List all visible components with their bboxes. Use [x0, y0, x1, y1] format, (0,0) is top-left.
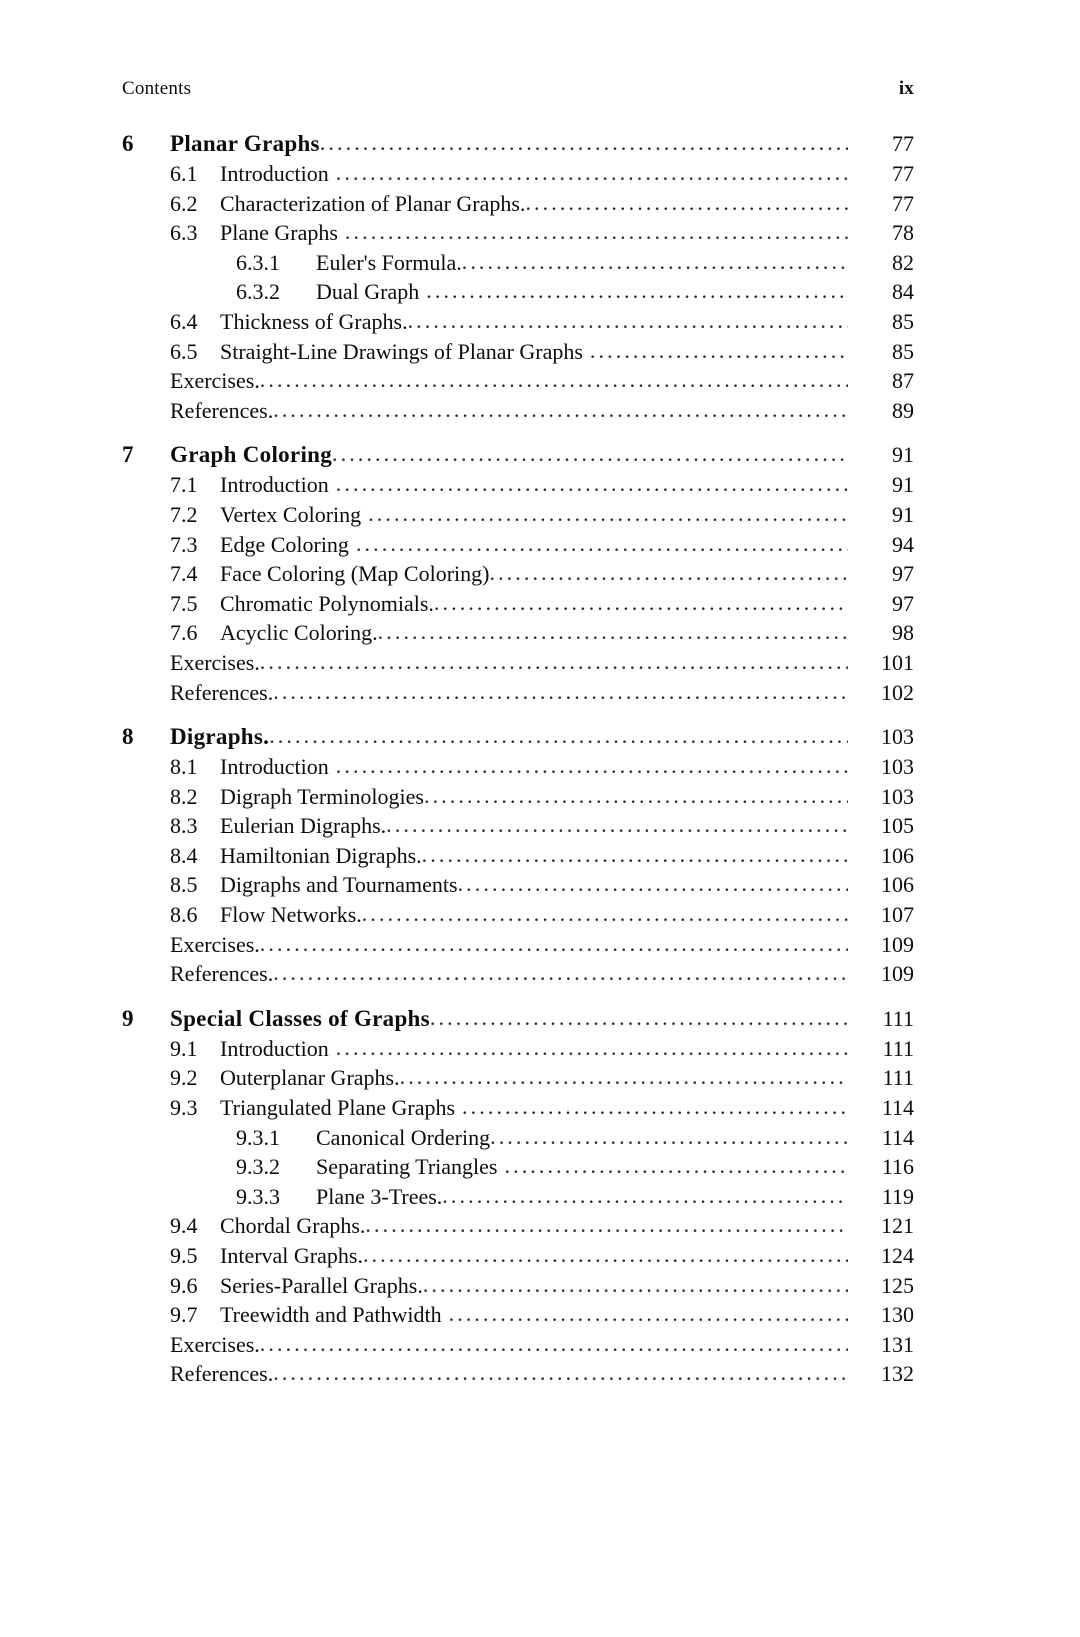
toc-backmatter-entry[interactable] — [122, 1331, 914, 1364]
entry-page-number: 106 — [881, 872, 914, 898]
entry-page-number: 107 — [881, 902, 914, 928]
entry-title: Interval Graphs. — [220, 1243, 363, 1268]
entry-title: References. — [170, 961, 274, 987]
entry-title: Digraph Terminologies — [220, 783, 424, 809]
toc-section-entry[interactable] — [122, 308, 914, 341]
entry-title: References. — [170, 397, 274, 423]
entry-number: 8.2 — [170, 783, 198, 809]
entry-number: 7 — [122, 442, 134, 468]
entry-title: Euler's Formula. — [316, 249, 462, 275]
entry-title: Acyclic Coloring. — [220, 620, 378, 646]
entry-number: 9.4 — [170, 1213, 198, 1239]
entry-number: 8.4 — [170, 842, 198, 868]
entry-title: Exercises. — [170, 931, 260, 957]
running-head — [122, 78, 914, 100]
entry-title: Digraphs and Tournaments — [220, 872, 458, 898]
entry-page-number: 111 — [882, 1005, 914, 1031]
entry-page-number: 106 — [881, 842, 914, 868]
entry-page-number: 114 — [881, 1095, 914, 1121]
entry-number: 9 — [122, 1005, 134, 1031]
toc-section-entry[interactable] — [122, 783, 914, 816]
dot-leader — [336, 755, 848, 777]
entry-title: Introduction — [220, 161, 329, 186]
entry-title: References. — [170, 679, 274, 705]
entry-title: Eulerian Digraphs. — [220, 813, 387, 839]
entry-page-number: 97 — [892, 590, 914, 616]
entry-page-number: 131 — [881, 1331, 914, 1357]
toc-section-entry[interactable] — [122, 1245, 914, 1275]
chapter-block — [122, 443, 914, 711]
entry-number: 8 — [122, 724, 134, 750]
toc-backmatter-entry[interactable] — [122, 931, 914, 964]
toc-section-entry[interactable] — [122, 1272, 914, 1305]
dot-leader — [320, 132, 848, 154]
dot-leader — [590, 340, 848, 362]
entry-title: Vertex Coloring — [220, 501, 362, 527]
entry-number: 7.1 — [170, 472, 198, 498]
toc-backmatter-entry[interactable] — [122, 370, 914, 400]
entry-number: 9.7 — [170, 1302, 198, 1328]
toc-section-entry[interactable] — [122, 563, 914, 593]
entry-page-number: 97 — [892, 561, 914, 587]
dot-leader — [273, 681, 848, 703]
toc-subsection-entry[interactable] — [122, 1124, 914, 1157]
entry-page-number: 125 — [881, 1272, 914, 1298]
entry-title: Dual Graph — [316, 279, 420, 305]
toc-section-entry[interactable] — [122, 904, 914, 934]
entry-page-number: 119 — [881, 1183, 914, 1209]
entry-title: Chromatic Polynomials. — [220, 590, 434, 616]
toc-backmatter-entry[interactable] — [122, 963, 914, 993]
entry-number: 6.3 — [170, 220, 198, 246]
entry-title: Exercises. — [170, 1331, 260, 1357]
entry-number: 9.3.2 — [236, 1154, 280, 1180]
toc-section-entry[interactable] — [122, 1097, 914, 1127]
entry-page-number: 78 — [892, 220, 914, 246]
entry-title: Separating Triangles — [316, 1154, 498, 1180]
toc-backmatter-entry[interactable] — [122, 649, 914, 682]
entry-page-number: 84 — [892, 279, 914, 305]
dot-leader — [505, 1155, 849, 1177]
entry-page-number: 91 — [892, 442, 914, 468]
entry-page-number: 94 — [892, 531, 914, 557]
dot-leader — [260, 369, 848, 391]
toc-chapter-entry[interactable] — [122, 443, 914, 474]
dot-leader — [386, 814, 848, 836]
entry-title: Face Coloring (Map Coloring) — [220, 561, 490, 587]
entry-page-number: 101 — [881, 649, 914, 675]
dot-leader — [356, 533, 848, 555]
toc-section-entry[interactable] — [122, 1035, 914, 1068]
toc-chapter-entry[interactable] — [122, 132, 914, 163]
entry-number: 6 — [122, 131, 134, 156]
entry-number: 9.3.3 — [236, 1183, 280, 1209]
entry-title: Introduction — [220, 472, 329, 498]
dot-leader — [368, 503, 848, 525]
entry-page-number: 85 — [892, 338, 914, 364]
dot-leader — [426, 280, 848, 302]
page-folio: ix — [898, 78, 914, 99]
entry-title: Straight-Line Drawings of Planar Graphs — [220, 338, 583, 364]
entry-page-number: 103 — [881, 754, 914, 780]
running-head-label: Contents — [122, 78, 192, 99]
entry-page-number: 77 — [892, 161, 914, 186]
table-of-contents — [122, 132, 914, 1407]
dot-leader — [365, 1214, 848, 1236]
dot-leader — [378, 621, 848, 643]
entry-number: 7.4 — [170, 561, 198, 587]
entry-title: Canonical Ordering — [316, 1124, 491, 1150]
entry-number: 8.6 — [170, 902, 198, 928]
entry-title: Special Classes of Graphs — [170, 1005, 430, 1031]
entry-page-number: 103 — [881, 783, 914, 809]
entry-title: Characterization of Planar Graphs. — [220, 190, 526, 216]
dot-leader — [260, 1333, 848, 1355]
dot-leader — [336, 473, 848, 495]
entry-page-number: 130 — [881, 1302, 914, 1328]
entry-number: 7.6 — [170, 620, 198, 646]
entry-page-number: 91 — [892, 501, 914, 527]
dot-leader — [408, 310, 848, 332]
entry-number: 9.6 — [170, 1272, 198, 1298]
entry-page-number: 111 — [882, 1035, 914, 1061]
entry-title: Thickness of Graphs. — [220, 308, 408, 334]
entry-title: Introduction — [220, 754, 329, 780]
entry-number: 8.1 — [170, 754, 198, 780]
entry-page-number: 121 — [881, 1213, 914, 1239]
toc-subsection-entry[interactable] — [122, 281, 914, 311]
dot-leader — [362, 903, 848, 925]
entry-page-number: 91 — [892, 472, 914, 498]
entry-title: References. — [170, 1361, 274, 1387]
dot-leader — [449, 1303, 848, 1325]
toc-section-entry[interactable] — [122, 622, 914, 652]
dot-leader — [260, 651, 848, 673]
entry-number: 9.3 — [170, 1095, 198, 1121]
entry-title: Plane Graphs — [220, 220, 338, 246]
dot-leader — [434, 592, 848, 614]
entry-title: Treewidth and Pathwidth — [220, 1302, 442, 1328]
entry-page-number: 89 — [892, 397, 914, 423]
dot-leader — [345, 221, 848, 243]
toc-subsection-entry[interactable] — [122, 249, 914, 282]
entry-number: 6.4 — [170, 308, 198, 334]
toc-backmatter-entry[interactable] — [122, 397, 914, 430]
entry-number: 9.2 — [170, 1065, 198, 1091]
toc-backmatter-entry[interactable] — [122, 679, 914, 712]
toc-chapter-entry[interactable] — [122, 725, 914, 756]
entry-page-number: 124 — [881, 1243, 914, 1268]
entry-title: Graph Coloring — [170, 442, 333, 468]
entry-page-number: 98 — [892, 620, 914, 646]
toc-subsection-entry[interactable] — [122, 1156, 914, 1186]
dot-leader — [462, 1096, 848, 1118]
entry-page-number: 102 — [881, 679, 914, 705]
entry-number: 6.5 — [170, 338, 198, 364]
dot-leader — [400, 1066, 848, 1088]
dot-leader — [525, 192, 848, 214]
entry-title: Exercises. — [170, 368, 260, 394]
entry-title: Digraphs. — [170, 724, 270, 750]
entry-number: 8.3 — [170, 813, 198, 839]
entry-page-number: 132 — [881, 1361, 914, 1387]
entry-number: 8.5 — [170, 872, 198, 898]
toc-section-entry[interactable] — [122, 338, 914, 371]
dot-leader — [490, 1126, 848, 1148]
entry-number: 9.1 — [170, 1035, 198, 1061]
entry-title: Introduction — [220, 1035, 329, 1061]
entry-page-number: 109 — [881, 931, 914, 957]
toc-subsection-entry[interactable] — [122, 1183, 914, 1216]
toc-section-entry[interactable] — [122, 842, 914, 875]
dot-leader — [422, 844, 848, 866]
chapter-block — [122, 725, 914, 993]
entry-title: Exercises. — [170, 649, 260, 675]
entry-page-number: 87 — [892, 368, 914, 394]
entry-title: Triangulated Plane Graphs — [220, 1095, 456, 1121]
entry-title: Planar Graphs — [170, 131, 320, 156]
entry-title: Outerplanar Graphs. — [220, 1065, 400, 1091]
entry-page-number: 109 — [881, 961, 914, 987]
dot-leader — [423, 1274, 848, 1296]
dot-leader — [273, 399, 848, 421]
dot-leader — [430, 1007, 848, 1029]
dot-leader — [273, 962, 848, 984]
entry-number: 6.1 — [170, 161, 198, 186]
entry-page-number: 82 — [892, 249, 914, 275]
entry-title: Plane 3-Trees. — [316, 1183, 443, 1209]
toc-chapter-entry[interactable] — [122, 1007, 914, 1038]
toc-section-entry[interactable] — [122, 1067, 914, 1097]
entry-number: 6.2 — [170, 190, 198, 216]
entry-page-number: 77 — [892, 190, 914, 216]
dot-leader — [336, 162, 848, 184]
entry-number: 6.3.1 — [236, 249, 280, 275]
entry-number: 9.5 — [170, 1243, 198, 1268]
toc-section-entry[interactable] — [122, 474, 914, 504]
dot-leader — [363, 1244, 848, 1266]
entry-page-number: 114 — [881, 1124, 914, 1150]
toc-backmatter-entry[interactable] — [122, 1363, 914, 1393]
entry-title: Hamiltonian Digraphs. — [220, 842, 422, 868]
dot-leader — [332, 443, 848, 465]
entry-number: 7.2 — [170, 501, 198, 527]
dot-leader — [336, 1037, 848, 1059]
entry-page-number: 111 — [882, 1065, 914, 1091]
dot-leader — [273, 1362, 848, 1384]
entry-number: 9.3.1 — [236, 1124, 280, 1150]
chapter-block — [122, 1007, 914, 1393]
toc-section-entry[interactable] — [122, 1215, 914, 1245]
dot-leader — [424, 785, 848, 807]
entry-page-number: 116 — [881, 1154, 914, 1180]
entry-page-number: 105 — [881, 813, 914, 839]
dot-leader — [260, 933, 848, 955]
toc-section-entry[interactable] — [122, 531, 914, 564]
toc-section-entry[interactable] — [122, 590, 914, 623]
dot-leader — [489, 562, 848, 584]
entry-title: Series-Parallel Graphs. — [220, 1272, 423, 1298]
toc-section-entry[interactable] — [122, 501, 914, 534]
entry-number: 6.3.2 — [236, 279, 280, 305]
toc-section-entry[interactable] — [122, 163, 914, 193]
toc-section-entry[interactable] — [122, 815, 914, 845]
entry-number: 7.5 — [170, 590, 198, 616]
dot-leader — [269, 725, 848, 747]
entry-page-number: 103 — [881, 724, 914, 750]
toc-section-entry[interactable] — [122, 222, 914, 252]
dot-leader — [458, 873, 848, 895]
entry-title: Flow Networks. — [220, 902, 362, 928]
toc-section-entry[interactable] — [122, 190, 914, 223]
entry-page-number: 85 — [892, 308, 914, 334]
entry-number: 7.3 — [170, 531, 198, 557]
toc-section-entry[interactable] — [122, 874, 914, 904]
entry-page-number: 77 — [892, 131, 914, 156]
entry-title: Edge Coloring — [220, 531, 349, 557]
dot-leader — [462, 251, 848, 273]
entry-title: Chordal Graphs. — [220, 1213, 366, 1239]
dot-leader — [442, 1185, 848, 1207]
toc-section-entry[interactable] — [122, 1304, 914, 1334]
chapter-block — [122, 132, 914, 429]
toc-section-entry[interactable] — [122, 756, 914, 786]
